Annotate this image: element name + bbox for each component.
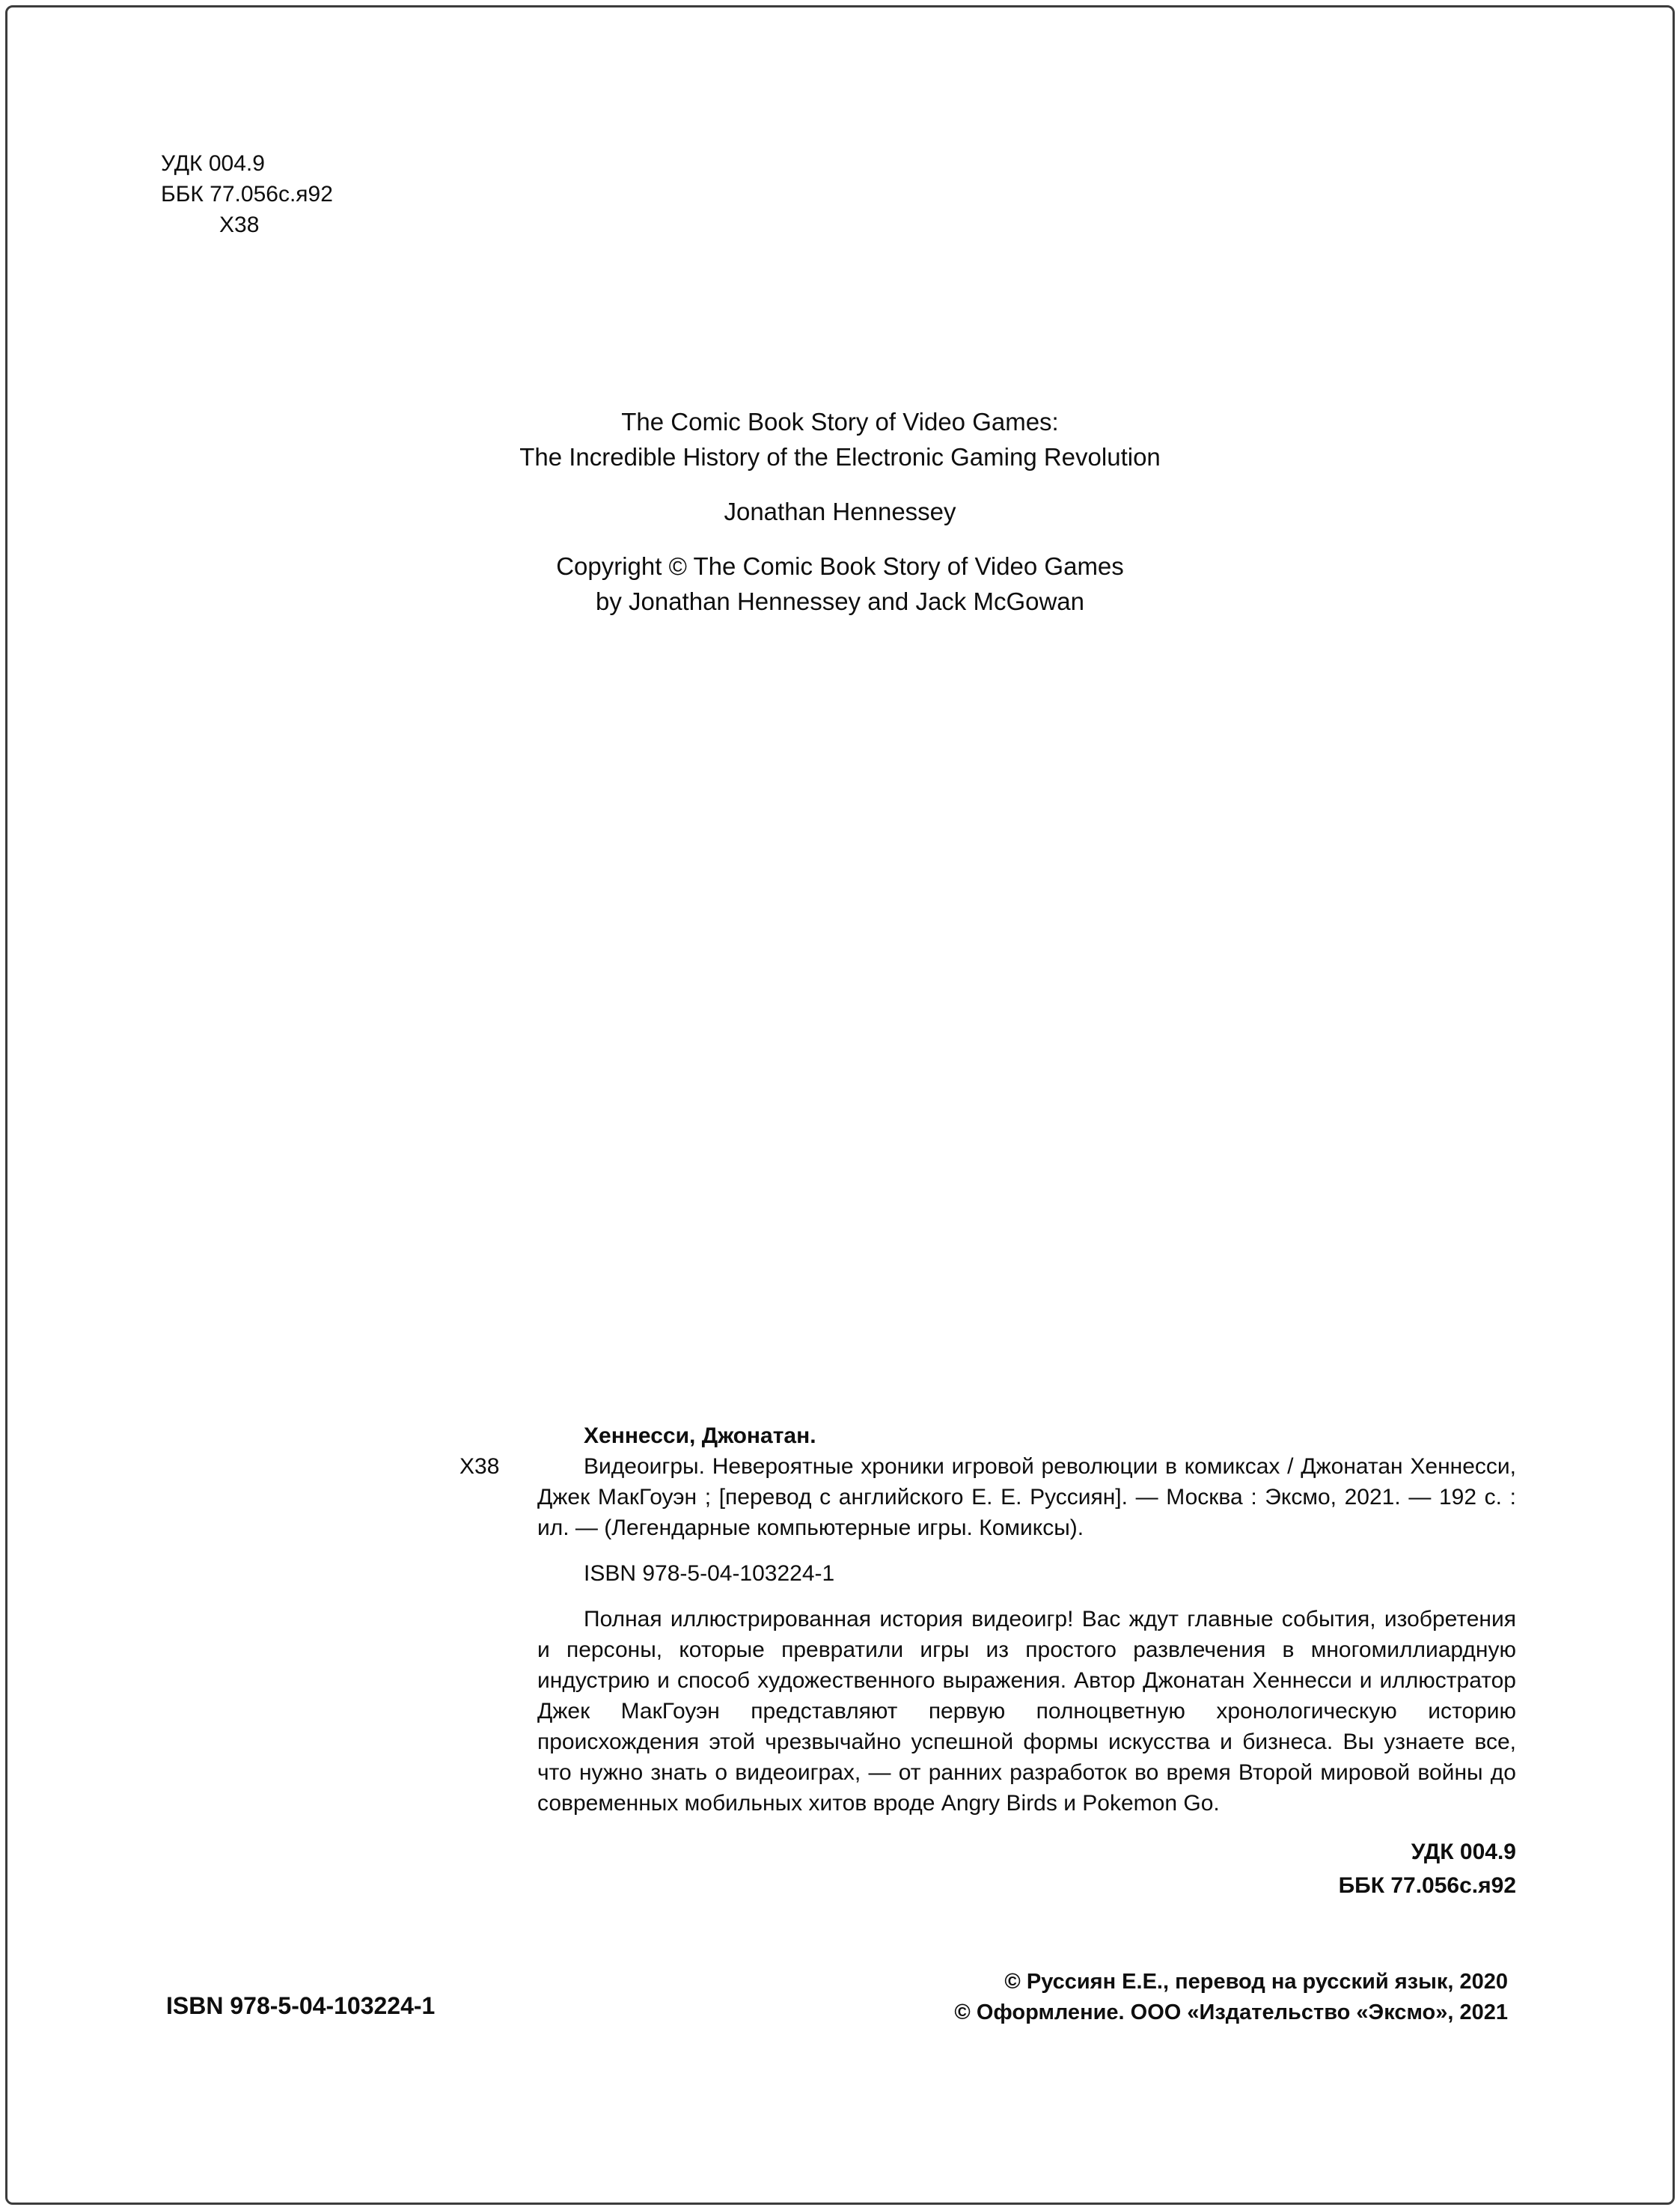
biblio-isbn: ISBN 978-5-04-103224-1 bbox=[584, 1561, 835, 1586]
biblio-description: Видеоигры. Невероятные хроники игровой революции в комиксах / Джонатан Хеннесси, Джек МакГоуэн ; [перевод с английского Е. Е. Руссиян]. — Москва : Эксмо, 2021. — 192 с. : ил. — (Легендарные компьютерные игры. Комиксы). bbox=[537, 1454, 1516, 1540]
footer-copyright-translation: © Руссиян Е.Е., перевод на русский язык, 2020 bbox=[1004, 1970, 1508, 1994]
classification-block bbox=[161, 148, 333, 240]
biblio-codes bbox=[537, 1835, 1516, 1902]
author-sign-code: Х38 bbox=[219, 213, 260, 237]
original-title-line2: The Incredible History of the Electronic Gaming Revolution bbox=[519, 443, 1161, 471]
original-copyright-line1: Copyright © The Comic Book Story of Video Games bbox=[556, 552, 1124, 580]
udk-label: УДК 004.9 bbox=[161, 151, 265, 176]
margin-author-sign-code: Х38 bbox=[459, 1454, 500, 1479]
biblio-bbk: ББК 77.056с.я92 bbox=[1338, 1873, 1516, 1898]
original-copyright-line2: by Jonathan Hennessey and Jack McGowan bbox=[595, 587, 1085, 615]
biblio-udk: УДК 004.9 bbox=[1411, 1840, 1516, 1864]
biblio-author-heading: Хеннесси, Джонатан. bbox=[584, 1423, 816, 1448]
spacer bbox=[0, 474, 1680, 494]
footer-isbn: ISBN 978-5-04-103224-1 bbox=[166, 1992, 436, 2019]
footer-copyright-design: © Оформление. ООО «Издательство «Эксмо», 2021 bbox=[954, 2000, 1508, 2024]
footer-copyright-block bbox=[954, 1967, 1508, 2028]
spacer bbox=[0, 529, 1680, 549]
original-title-line1: The Comic Book Story of Video Games: bbox=[621, 408, 1059, 436]
biblio-annotation: Полная иллюстрированная история видеоигр! Вас ждут главные события, изобретения и персоны, которые превратили игры из простого развлечения в многомиллиардную индустрию и способ художественного выражения. Автор Джонатан Хеннесси и иллюстратор Джек МакГоуэн представляют первую полноцветную хронологическую историю происхождения этой чрезвычайно успешной формы искусства и бизнеса. Вы узнаете все, что нужно знать о видеоиграх, — от ранних разработок во время Второй мировой войны до современных мобильных хитов вроде Angry Birds и Pokemon Go. bbox=[537, 1607, 1516, 1816]
bbk-label: ББК 77.056с.я92 bbox=[161, 182, 333, 207]
bibliographic-record bbox=[459, 1420, 1516, 1902]
original-title-block bbox=[0, 404, 1680, 619]
original-author: Jonathan Hennessey bbox=[724, 498, 956, 525]
